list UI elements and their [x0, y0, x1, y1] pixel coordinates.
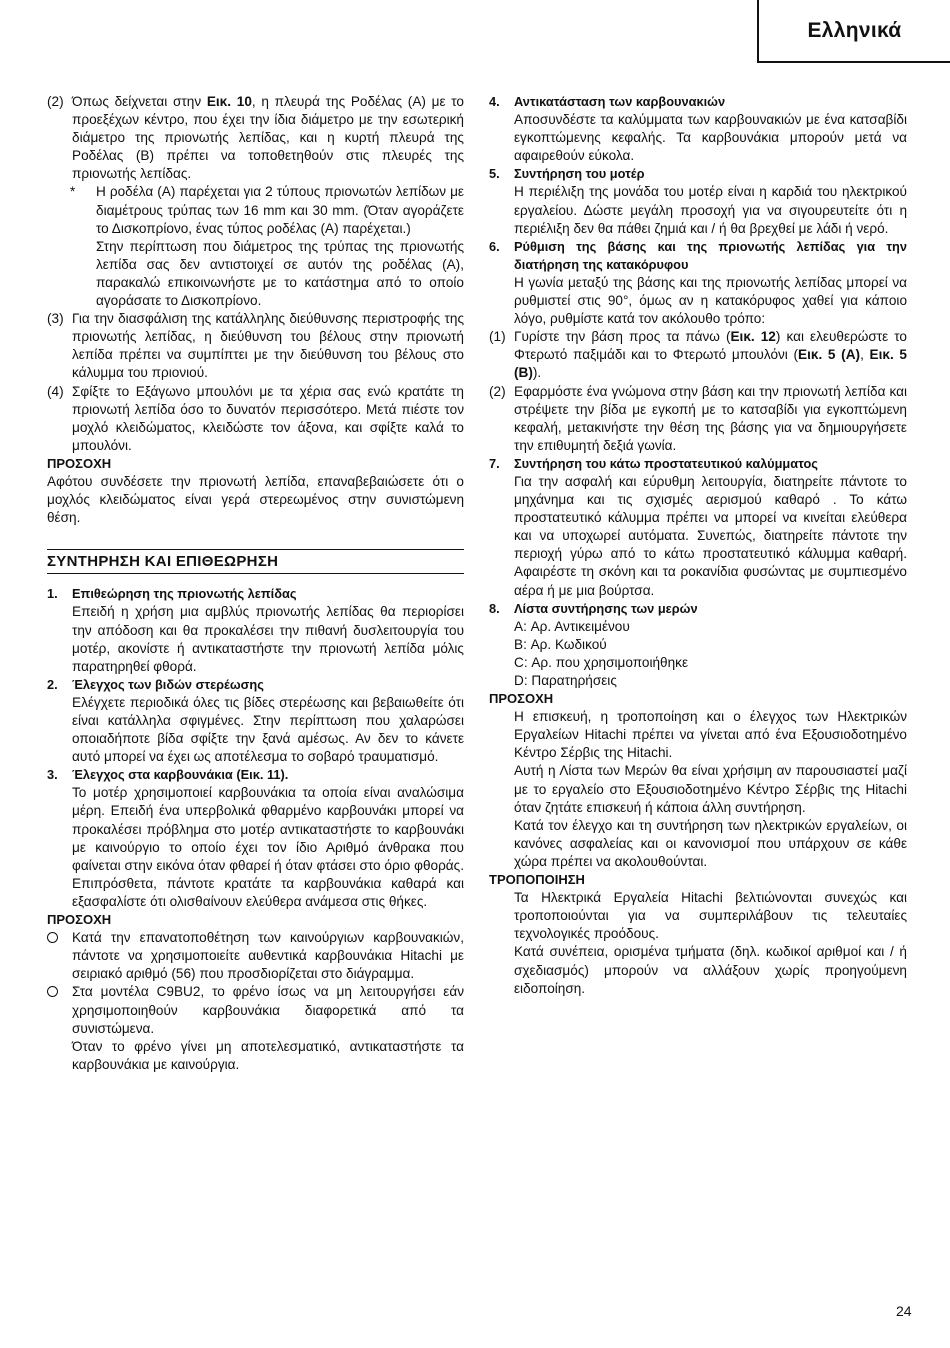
list-item: D: Παρατηρήσεις — [514, 673, 617, 688]
list-item: B: Αρ. Κωδικού — [514, 636, 607, 652]
bullet-text: Στα μοντέλα C9BU2, το φρένο ίσως να μη λειτουργήσει εάν χρησιμοποιηθούν καρβουνάκια διαφορετικά από τα συνιστώμενα. — [72, 984, 464, 1036]
subsection-number: 5. — [489, 166, 500, 182]
modification-text: Κατά συνέπεια, ορισμένα τμήματα (δηλ. κωδικοί αριθμοί και / ή σχεδιασμός) μπορούν να αλλάξουν χωρίς προηγούμενη ειδοποίηση. — [514, 944, 907, 996]
language-label: Ελληνικά — [807, 18, 902, 42]
subsection-number: 4. — [489, 94, 500, 109]
page-number: 24 — [896, 1303, 912, 1319]
caution-text: Αφότου συνδέσετε την πριονωτή λεπίδα, επαναβεβαιώσετε ότι ο μοχλός κλειδώματος είναι γερά στερεωμένος στην συνιστώμενη θέση. — [47, 473, 464, 526]
figure-ref: Εικ. 12 — [730, 329, 776, 345]
subsection-number: 3. — [47, 767, 58, 783]
list-item: C: Αρ. που χρησιμοποιήθηκε — [514, 654, 689, 670]
subsection-title: Έλεγχος στα καρβουνάκια (Εικ. 11). — [72, 767, 289, 783]
step-text: , η πλευρά της Ροδέλας (Α) με το προεξέχων κέντρο, που έχει την ίδια διάμετρο με την εσωτερική διάμετρο της πριονωτής λεπίδας, και η κυρτή πλευρά της Ροδέλας (Β) πρέπει να τοποθετηθούν στις πλευρές της πριονωτής λεπίδας. — [72, 94, 464, 182]
caution-bullet — [47, 929, 464, 983]
subsection-number: 2. — [47, 676, 58, 692]
caution-label: ΠΡΟΣΟΧΗ — [489, 691, 554, 707]
step-text: ). — [532, 365, 542, 381]
subsection-title: Λίστα συντήρησης των μερών — [514, 600, 698, 616]
step-number: (2) — [47, 94, 64, 109]
subsection-text: Για την ασφαλή και εύρυθμη λειτουργία, διατηρείτε πάντοτε το μηχάνημα και τις σχισμές αερισμού καθαρό . Το κάτω προστατευτικό κάλυμμα πρέπει να μπορεί να κινείται ελεύθερα και να υποχωρεί αυτόματα. Συνεπώς, διατηρείτε πάντοτε την περιοχή γύρω από το κάτω προστατευτικό κάλυμμα καθαρή. Αφαιρέστε τη σκόνη και τα ροκανίδια φυσώντας με συμπιεσμένο αέρα ή με μια βούρτσα. — [514, 473, 907, 598]
step-4 — [47, 383, 464, 455]
step-3 — [47, 310, 464, 382]
bullet-text: Κατά την επανατοποθέτηση των καινούργιων καρβουνακιών, πάντοτε να χρησιμοποιείτε αυθεντικά καρβουνάκια Hitachi με σειριακό αριθμό (56) που προσδιορίζεται στο διάγραμμα. — [72, 930, 464, 982]
caution-bullet — [47, 983, 464, 1037]
subsection-heading — [489, 600, 907, 618]
list-item: A: Αρ. Αντικειμένου — [514, 618, 630, 634]
subsection-text: Ελέγχετε περιοδικά όλες τις βίδες στερέωσης και βεβαιωθείτε ότι είναι κατάλληλα σφιγμένες. Στην περίπτωση που χαλαρώσει οποιαδήποτε βίδα σφίξτε την ξανά αμέσως. Αν δεν το κάνετε αυτό μπορεί να έχει ως αποτέλεσμα το σοβαρό τραυματισμό. — [72, 694, 464, 765]
step-number: (3) — [47, 311, 64, 327]
subsection-heading — [489, 455, 907, 473]
subsection-text: Αποσυνδέστε τα καλύμματα των καρβουνακιών με ένα κατσαβίδι εγκοπτώμενης κεφαλής. Τα καρβουνάκια μπορούν μετά να αφαιρεθούν εύκολα. — [514, 112, 907, 164]
caution-text: Αυτή η Λίστα των Μερών θα είναι χρήσιμη αν παρουσιαστεί μαζί με το εργαλείο στο Εξουσιοδοτημένο Κέντρο Σέρβις της Hitachi όταν ζητάτε επισκευή ή κάποια άλλη συντήρηση. — [514, 763, 907, 815]
subsection-heading — [47, 585, 464, 603]
bullet-continuation: Όταν το φρένο γίνει μη αποτελεσματικό, αντικαταστήστε τα καρβουνάκια με καινούργια. — [72, 1038, 464, 1072]
subsection-text: Επειδή η χρήση μια αμβλύς πριονωτής λεπίδας θα περιορίσει την απόδοση και θα προκαλέσει την πιθανή δυσλειτουργία του μοτέρ, ακονίστε ή αντικαταστήστε την πριονωτή λεπίδα μόλις παρατηρηθεί φθορά. — [72, 604, 464, 674]
step-text: Για την διασφάλιση της κατάλληλης διεύθυνσης περιστροφής της πριονωτής λεπίδας, η διεύθυνση του βέλους στην πριονωτή λεπίδα πρέπει να συμπίπτει με την διεύθυνση του βέλους στο κάλυμμα του πριονιού. — [72, 311, 464, 381]
subsection-text: Η γωνία μεταξύ της βάσης και της πριονωτής λεπίδας μπορεί να ρυθμιστεί στις 90°, όμως αν η κατακόρυφος χαθεί για κάποιο λόγο, ρυθμίστε κατά τον ακόλουθο τρόπο: — [514, 274, 907, 327]
circle-bullet-icon — [47, 932, 58, 943]
subsection-number: 1. — [47, 586, 58, 602]
step-text: Εφαρμόστε ένα γνώμονα στην βάση και την πριονωτή λεπίδα και στρέψετε την βίδα με εγκοπή με το κατσαβίδι για εγκοπτώμενη κεφαλή, μετακινήστε την θέση της βάσης για να δημιουργήσετε την επιθυμητή δεξιά γωνία. — [514, 383, 907, 453]
right-column — [489, 93, 907, 998]
caution-label: ΠΡΟΣΟΧΗ — [47, 455, 112, 471]
subsection-heading — [489, 238, 907, 274]
circle-bullet-icon — [47, 986, 58, 997]
modification-text: Τα Ηλεκτρικά Εργαλεία Hitachi βελτιώνονται συνεχώς και τροποποιούνται για να συμπεριλάβουν τις τελευταίες τεχνολογικές προόδους. — [514, 890, 907, 942]
subsection-heading — [489, 165, 907, 183]
subsection-text: Η περιέλιξη της μονάδα του μοτέρ είναι η καρδιά του ηλεκτρικού εργαλείου. Δώστε μεγάλη προσοχή για να σιγουρευτείτε ότι η περιέλιξη δεν θα πάθει ζημιά και / ή θα βρεχθεί με λάδι ή νερό. — [514, 184, 907, 236]
subsection-title: Ρύθμιση της βάσης και της πριονωτής λεπίδας για την διατήρηση της κατακόρυφου — [514, 238, 907, 272]
step-number: (1) — [489, 329, 506, 345]
section-title: ΣΥΝΤΗΡΗΣΗ ΚΑΙ ΕΠΙΘΕΩΡΗΣΗ — [47, 549, 464, 574]
asterisk-mark: * — [70, 184, 76, 200]
footnote-continuation: Στην περίπτωση που διάμετρος της τρύπας της πριονωτής λεπίδα σας δεν αντιστοιχεί σε αυτόν της ροδέλας (Α), παρακαλώ επικοινωνήστε με το κατάστημα από το οποίο αγοράσατε το Δισκοπρίονο. — [96, 238, 464, 309]
subsection-title: Έλεγχος των βιδών στερέωσης — [72, 676, 264, 692]
subsection-title: Αντικατάσταση των καρβουνακιών — [514, 94, 726, 109]
subsection-heading — [489, 93, 907, 111]
step-text: Σφίξτε το Εξάγωνο μπουλόνι με τα χέρια σας ενώ κρατάτε τη πριονωτή λεπίδα όσο το δυνατόν περισσότερο. Μετά πιέστε τον μοχλό κλειδώματος, κλειδώστε τον άξονα, και σφίξτε καλά το μπουλόνι. — [72, 383, 464, 453]
figure-ref: Εικ. 5 (A) — [798, 347, 861, 363]
language-tab — [757, 0, 950, 63]
step-number: (2) — [489, 383, 506, 399]
figure-ref: Εικ. 5 (B) — [514, 347, 907, 381]
subsection-title: Συντήρηση του κάτω προστατευτικού καλύμματος — [514, 455, 818, 471]
step-1 — [489, 328, 907, 382]
step-text: Γυρίστε την βάση προς τα πάνω ( — [514, 329, 731, 345]
subsection-number: 8. — [489, 600, 500, 616]
subsection-text: Το μοτέρ χρησιμοποιεί καρβουνάκια τα οποία είναι αναλώσιμα μέρη. Επειδή ένα υπερβολικά φθαρμένο καρβουνάκι μπορεί να προκαλέσει πρόβλημα στο μοτέρ αντικαταστήστε το καρβουνάκι με καινούργιο το οποίο έχει τον ίδιο Αριθμό άνθρακα που φαίνεται στην εικόνα όταν φθαρεί ή όταν φτάσει στο όριο φθοράς. Επιπρόσθετα, πάντοτε κρατάτε τα καρβουνάκια καθαρά και εξασφαλίστε ότι ολισθαίνουν ελεύθερα ανάμεσα στις θήκες. — [72, 785, 464, 909]
footnote-text: Η ροδέλα (Α) παρέχεται για 2 τύπους πριονωτών λεπίδων με διαμέτρους τρύπας των 16 mm και 30 mm. (Όταν αγοράζετε το Δισκοπρίονο, ένας τύπος ροδέλας (Α) παρέχεται.) — [96, 184, 464, 236]
subsection-title: Συντήρηση του μοτέρ — [514, 166, 645, 182]
modification-label: ΤΡΟΠΟΠΟΙΗΣΗ — [489, 872, 585, 888]
step-2 — [47, 93, 464, 183]
caution-text: Η επισκευή, η τροποποίηση και ο έλεγχος των Ηλεκτρικών Εργαλείων Hitachi πρέπει να γίνεται από ένα Εξουσιοδοτημένο Κέντρο Σέρβις της Hitachi. — [514, 709, 907, 761]
step-number: (4) — [47, 383, 64, 399]
separator: , — [860, 347, 870, 363]
subsection-number: 6. — [489, 238, 500, 254]
caution-text: Κατά τον έλεγχο και τη συντήρηση των ηλεκτρικών εργαλείων, οι κανόνες ασφαλείας και οι κανονισμοί που υπάρχουν σε κάθε χώρα πρέπει να ακολουθούνται. — [514, 817, 907, 869]
caution-label: ΠΡΟΣΟΧΗ — [47, 912, 112, 928]
step-text: ) και ελευθερώστε το Φτερωτό παξιμάδι και το Φτερωτό μπουλόνι ( — [514, 329, 907, 363]
subsection-heading — [47, 676, 464, 694]
subsection-title: Επιθεώρηση της πριονωτής λεπίδας — [72, 586, 297, 602]
step-2 — [489, 383, 907, 455]
footnote — [47, 183, 464, 237]
subsection-heading — [47, 766, 464, 784]
step-text: Όπως δείχνεται στην — [72, 94, 207, 109]
left-column — [47, 93, 464, 1074]
figure-ref: Εικ. 10 — [206, 94, 252, 109]
subsection-number: 7. — [489, 455, 500, 471]
